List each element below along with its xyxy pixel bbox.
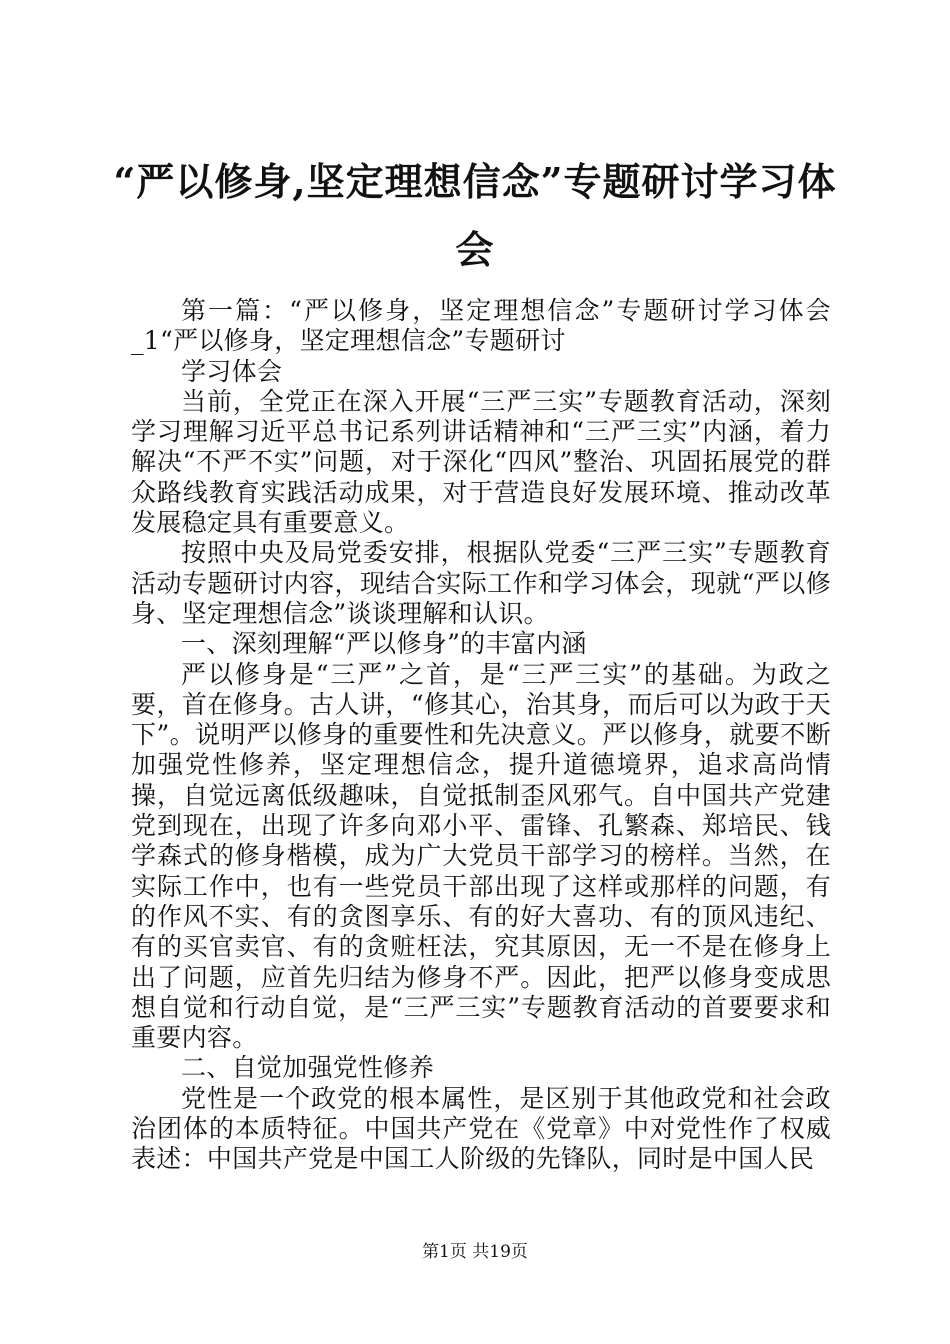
section-heading: 一、深刻理解“严以修身”的丰富内涵 (181, 629, 587, 659)
paragraph: 党性是一个政党的根本属性，是区别于其他政党和社会政治团体的本质特征。中国共产党在《党章》中对党性作了权威表述：中国共产党是中国工人阶级的先锋队，同时是中国人民 (131, 1083, 831, 1174)
document-title: “严以修身,坚定理想信念”专题研讨学习体会 (113, 159, 837, 272)
paragraph: 当前，全党正在深入开展“三严三实”专题教育活动，深刻学习理解习近平总书记系列讲话精神和“三严三实”内涵，着力解决“不严不实”问题，对于深化“四风”整治、巩固拓展党的群众路线教育实践活动成果，对于营造良好发展环境、推动改革发展稳定具有重要意义。 (131, 386, 831, 538)
page-footer: 第1页 共19页 (422, 1242, 528, 1262)
section-heading: 二、自觉加强党性修养 (181, 1053, 435, 1083)
document-body (131, 296, 831, 1175)
paragraph: 第一篇：“严以修身，坚定理想信念”专题研讨学习体会_1“严以修身，坚定理想信念”专题研讨 (131, 296, 831, 356)
paragraph: 严以修身是“三严”之首，是“三严三实”的基础。为政之要，首在修身。古人讲，“修其心，治其身，而后可以为政于天下”。说明严以修身的重要性和先决意义。严以修身，就要不断加强党性修养，坚定理想信念，提升道德境界，追求高尚情操，自觉远离低级趣味，自觉抵制歪风邪气。自中国共产党建党到现在，出现了许多向邓小平、雷锋、孔繁森、郑培民、钱学森式的修身楷模，成为广大党员干部学习的榜样。当然，在实际工作中，也有一些党员干部出现了这样或那样的问题，有的作风不实、有的贪图享乐、有的好大喜功、有的顶风违纪、有的买官卖官、有的贪赃枉法，究其原因，无一不是在修身上出了问题，应首先归结为修身不严。因此，把严以修身变成思想自觉和行动自觉，是“三严三实”专题教育活动的首要要求和重要内容。 (131, 659, 831, 1053)
paragraph: 按照中央及局党委安排，根据队党委“三严三实”专题教育活动专题研讨内容，现结合实际工作和学习体会，现就“严以修身、坚定理想信念”谈谈理解和认识。 (131, 538, 831, 628)
paragraph: 学习体会 (181, 356, 283, 386)
